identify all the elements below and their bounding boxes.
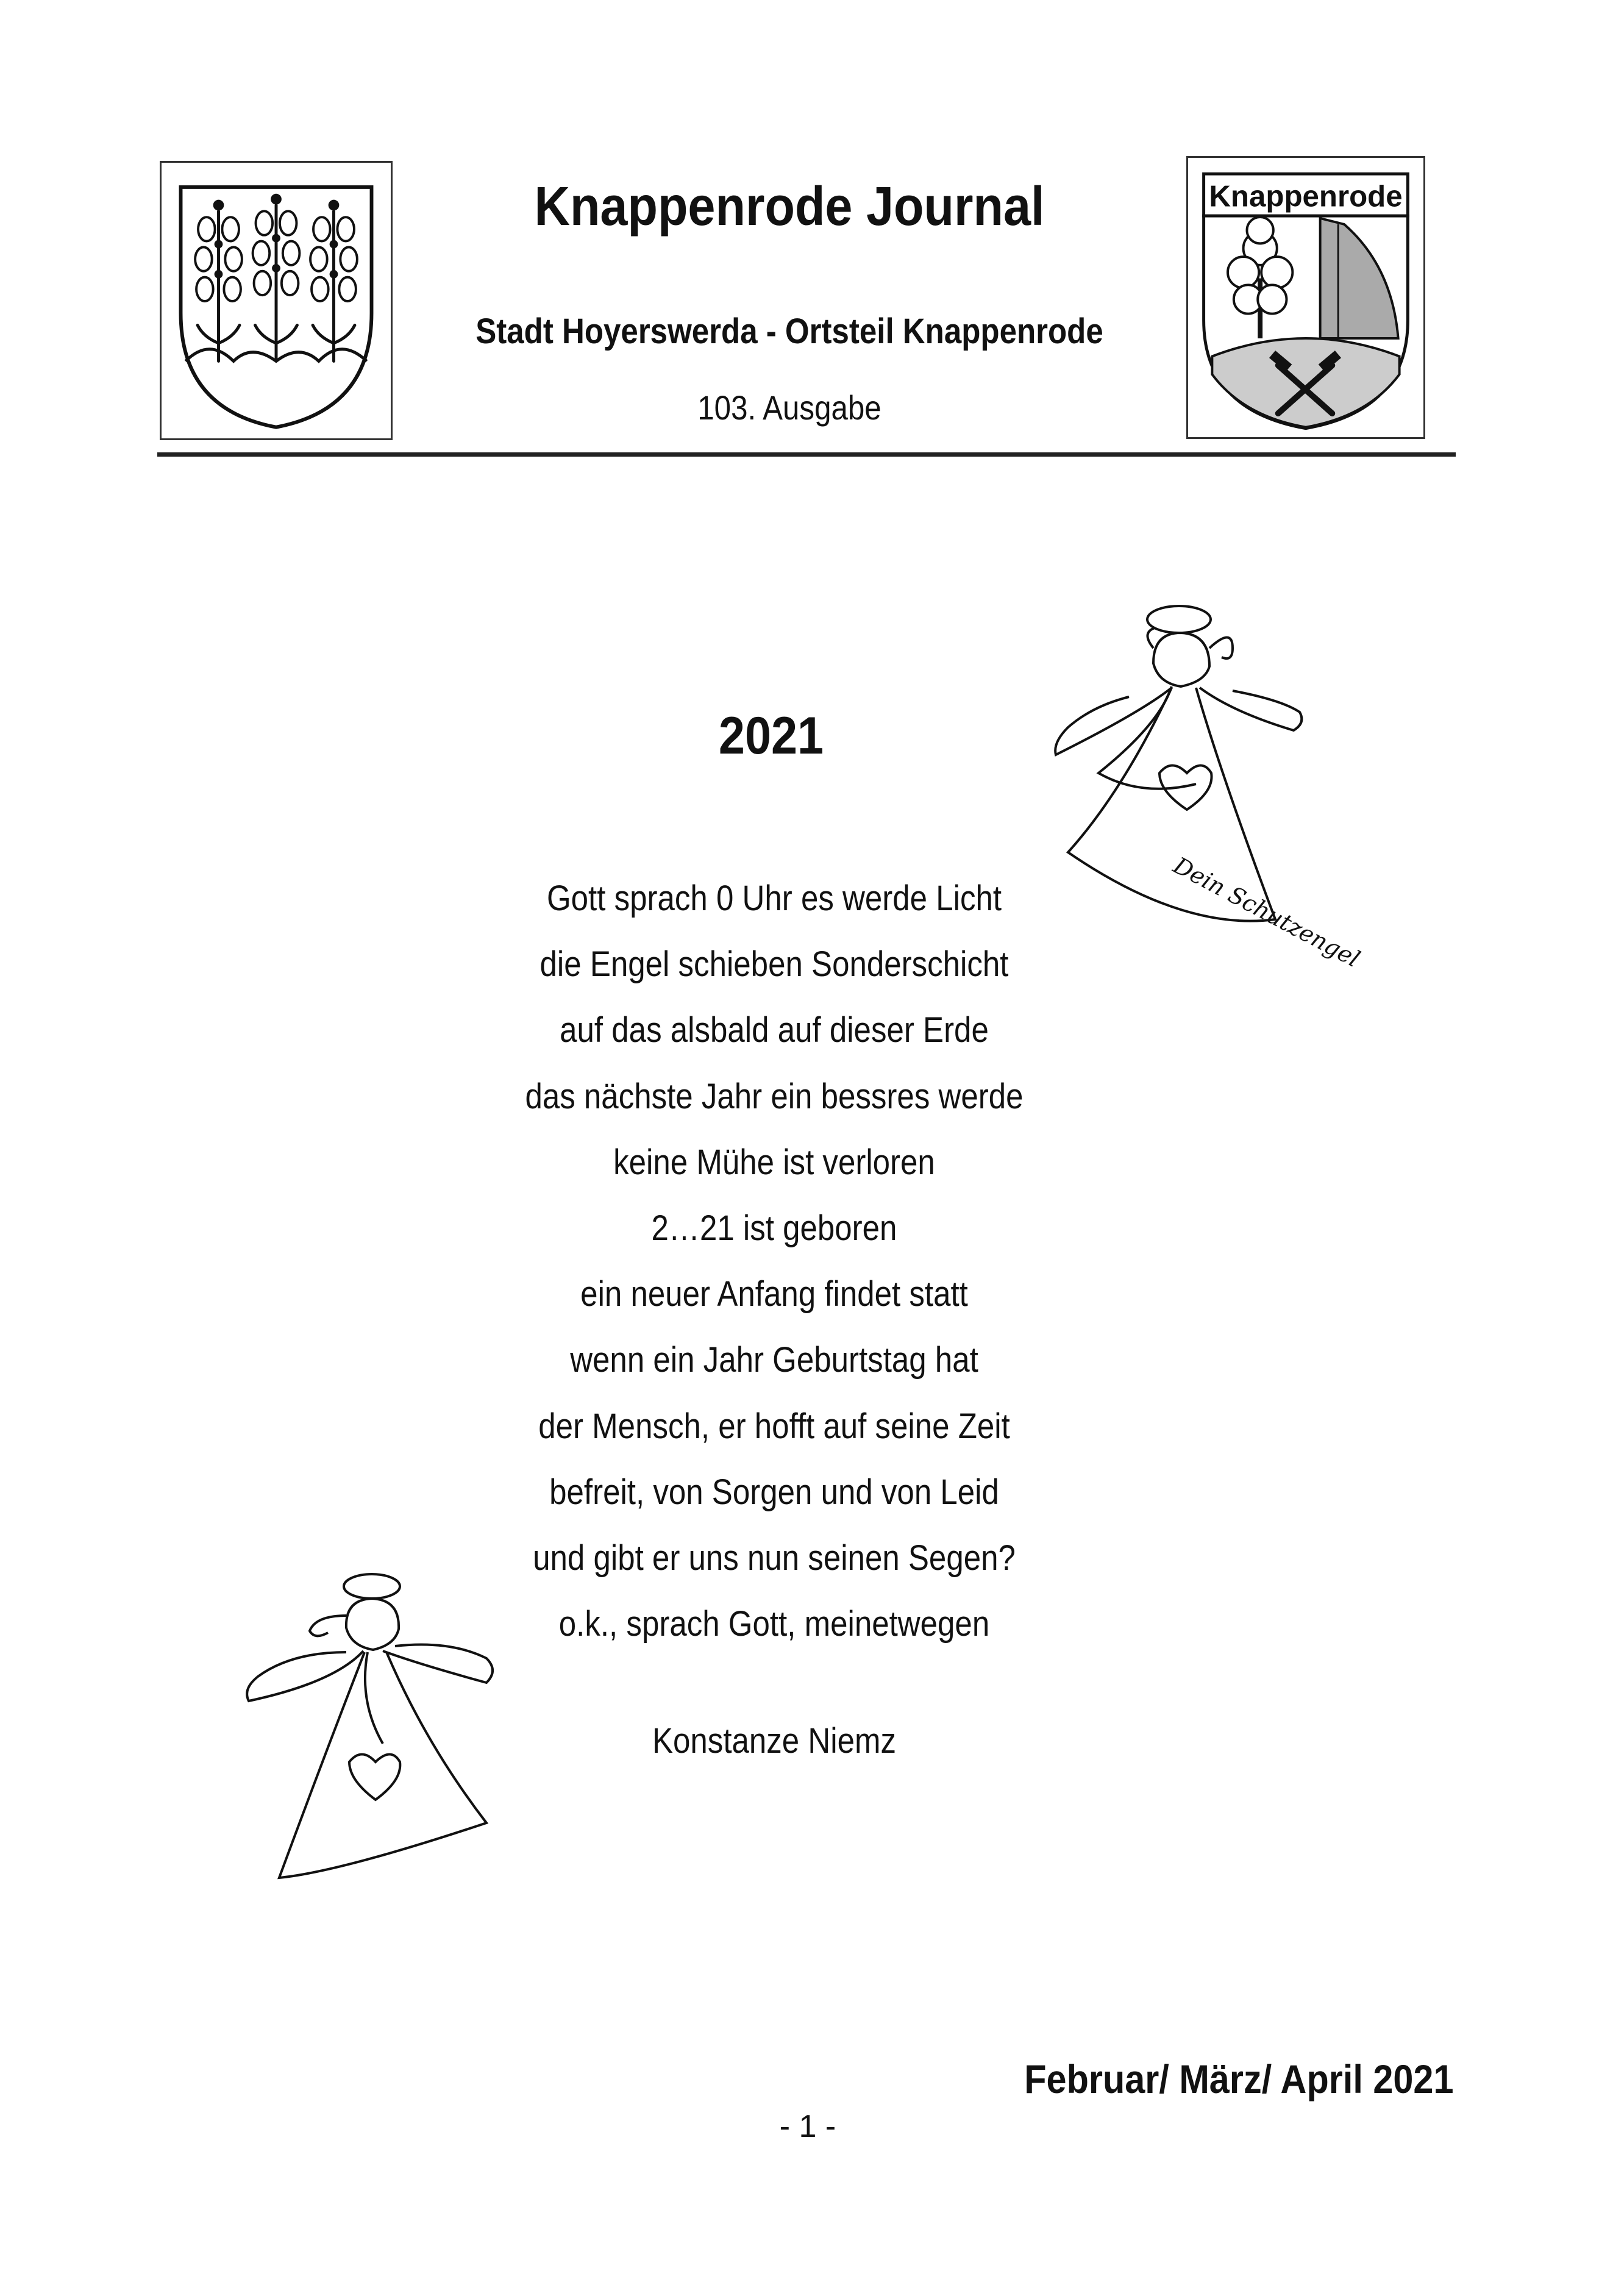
journal-subtitle: Stadt Hoyerswerda - Ortsteil Knappenrode: [475, 312, 1103, 351]
poem-author: Konstanze Niemz: [652, 1721, 896, 1761]
coat-of-arms-tree-mining-icon: [1188, 158, 1423, 437]
poem-line: der Mensch, er hofft auf seine Zeit: [538, 1406, 1010, 1446]
poem-line: auf das alsbald auf dieser Erde: [560, 1010, 989, 1050]
poem-line: ein neuer Anfang findet statt: [580, 1274, 968, 1314]
poem-title: 2021: [718, 707, 824, 765]
poem-line: und gibt er uns nun seinen Segen?: [533, 1538, 1016, 1578]
angel-caption: Dein Schutzengel: [1169, 852, 1364, 973]
journal-title: Knappenrode Journal: [534, 176, 1045, 237]
crest-label: Knappenrode: [1209, 179, 1403, 213]
angel-icon: [243, 1561, 499, 1890]
coat-of-arms-oaks-icon: [162, 163, 391, 438]
header-divider: [157, 452, 1456, 457]
poem-line: befreit, von Sorgen und von Leid: [549, 1472, 999, 1512]
poem-line: Gott sprach 0 Uhr es werde Licht: [546, 879, 1002, 918]
poem-line: das nächste Jahr ein bessres werde: [525, 1076, 1024, 1116]
crest-hoyerswerda: [160, 161, 393, 440]
poem-line: o.k., sprach Gott, meinetwegen: [558, 1604, 990, 1644]
poem-lines: [439, 866, 1109, 1657]
poem-line: wenn ein Jahr Geburtstag hat: [570, 1340, 978, 1380]
page-number: - 1 -: [779, 2109, 836, 2144]
poem-line: keine Mühe ist verloren: [613, 1142, 935, 1182]
issue-number: 103. Ausgabe: [697, 388, 881, 427]
poem-line: die Engel schieben Sonderschicht: [539, 944, 1009, 985]
poem-line: 2…21 ist geboren: [651, 1208, 897, 1248]
crest-knappenrode: [1186, 156, 1425, 439]
angel-illustration-bottom: [243, 1561, 499, 1890]
issue-date: Februar/ März/ April 2021: [1024, 2056, 1453, 2102]
